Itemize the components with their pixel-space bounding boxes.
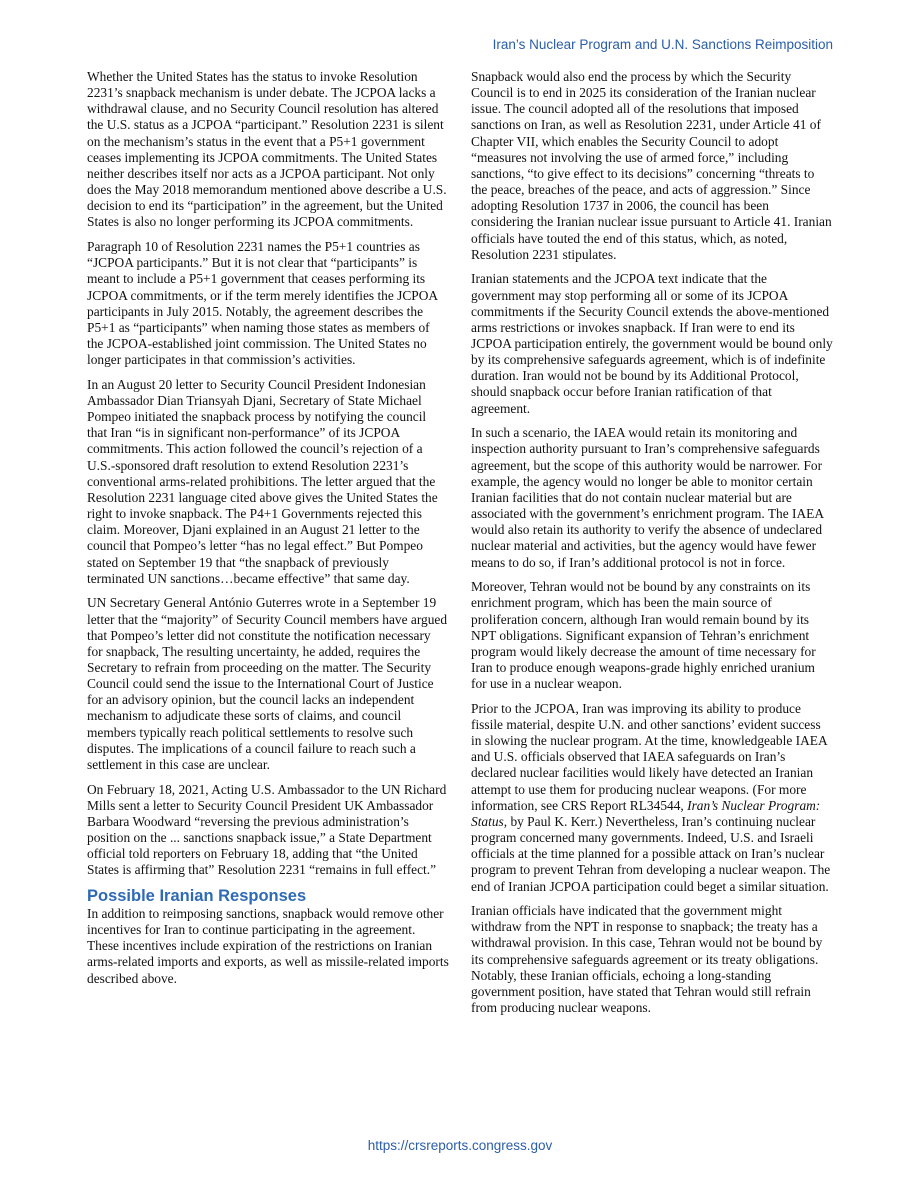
paragraph-snapback-status: Whether the United States has the status to invoke Resolution 2231’s snapback mechanism is under debate. The JCPOA lacks a withdrawal clause, and no Security Council resolution has altered the U.S. status as a JCPOA “participant.” Resolution 2231 is silent on the mechanism’s status in the event that a P5+1 government ceases implementing its JCPOA commitments. The United States neither describes itself nor acts as a JCPOA participant. Not only does the May 2018 memorandum mentioned above describe a U.S. decision to end its “participation” in the agreement, but the United States is also no longer performing its JCPOA commitments. xyxy=(87,69,447,230)
footer-url[interactable]: https://crsreports.congress.gov xyxy=(367,1138,553,1153)
paragraph-iranian-statements: Iranian statements and the JCPOA text indicate that the government may stop performing all or some of its JCPOA commitments if the Security Council extends the above-mentioned arms restrictions or invokes snapback. If Iran were to end its JCPOA participation entirely, the government would be bound only by its comprehensive safeguards agreement, which is of indefinite duration. Iran would not be bound by its Additional Protocol, should snapback occur before Iranian ratification of that agreement. xyxy=(471,271,833,416)
paragraph-text-end: , by Paul K. Kerr.) Nevertheless, Iran’s continuing nuclear program concerned many governments. Indeed, U.S. and Israeli officials at the time planned for a possible attack on Iran’s nuclear program to prevent Tehran from developing a nuclear weapon. The end of Iranian JCPOA participation could beget a similar situation. xyxy=(471,813,831,894)
paragraph-incentives: In addition to reimposing sanctions, snapback would remove other incentives for Iran to continue participating in the agreement. These incentives include expiration of the restrictions on Iranian arms-related imports and exports, as well as missile-related imports described above. xyxy=(87,906,449,986)
paragraph-mills-letter: On February 18, 2021, Acting U.S. Ambassador to the UN Richard Mills sent a letter to Security Council President UK Ambassador Barbara Woodward “reversing the previous administration’s position on the ... sanctions snapback issue,” a State Department official told reporters on February 18, adding that “the United States is affirming that” Resolution 2231 “remains in full effect.” xyxy=(87,781,447,878)
paragraph-npt-withdrawal: Iranian officials have indicated that the government might withdraw from the NPT in response to snapback; the treaty has a withdrawal provision. In this case, Tehran would not be bound by its comprehensive safeguards agreement or its treaty obligations. Notably, these Iranian officials, echoing a long-standing government position, have stated that Tehran would still refrain from producing nuclear weapons. xyxy=(471,903,823,1016)
right-column xyxy=(471,69,833,1025)
report-title: Iran’s Nuclear Program: Status xyxy=(471,797,821,829)
paragraph-guterres-letter: UN Secretary General António Guterres wrote in a September 19 letter that the “majority” of Security Council members have argued that Pompeo’s letter did not constitute the notification necessary for snapback, The resulting uncertainty, he added, requires the Secretary to refrain from proceeding on the matter. The Security Council could send the issue to the International Court of Justice for an advisory opinion, but the council lacks an independent mechanism to adjudicate these sorts of claims, and council members typically reach political settlements to resolve such disputes. The implications of a council failure to reach such a settlement in this case are unclear. xyxy=(87,595,448,772)
paragraph-iaea-authority: In such a scenario, the IAEA would retain its monitoring and inspection authority pursuant to Iran’s comprehensive safeguards agreement, but the scope of this authority would be narrower. For example, the agency would no longer be able to monitor certain Iranian facilities that do not contain nuclear material but are associated with the government’s enrichment program. The IAEA would also retain its authority to verify the absence of undeclared nuclear material and activities, but the agency would have fewer means to do so, if Iran’s additional protocol is not in force. xyxy=(471,425,824,570)
paragraph-text-start: Prior to the JCPOA, Iran was improving its ability to produce fissile material, despite U.N. and other sanctions’ evident success in slowing the nuclear program. At the time, knowledgeable IAEA and U.S. officials observed that IAEA safeguards on Iran’s declared nuclear facilities would likely have detected an Iranian attempt to use them for producing nuclear weapons. (For more information, see CRS Report RL34544, xyxy=(471,700,827,813)
paragraph-resolution-2231-participants: Paragraph 10 of Resolution 2231 names the P5+1 countries as “JCPOA participants.” But it is not clear that “participants” is meant to include a P5+1 government that ceases performing its JCPOA commitments, or if the term merely identifies the JCPOA participants in July 2015. Notably, the agreement describes the P5+1 as “participants” when naming those states as members of the JCPOA-established joint commission. The United States no longer participates in that commission’s activities. xyxy=(87,239,438,368)
paragraph-enrichment-constraints: Moreover, Tehran would not be bound by any constraints on its enrichment program, which has been the main source of proliferation concern, although Iran would remain bound by its NPT obligations. Significant expansion of Tehran’s enrichment program would likely decrease the amount of time necessary for Iran to produce enough weapons-grade highly enriched uranium for use in a nuclear weapon. xyxy=(471,579,816,692)
paragraph-prior-to-jcpoa xyxy=(471,701,833,895)
paragraph-pompeo-letter: In an August 20 letter to Security Council President Indonesian Ambassador Dian Triansyah Djani, Secretary of State Michael Pompeo initiated the snapback process by notifying the council that Iran “is in significant non-performance” of its JCPOA commitments. This action followed the council’s rejection of a U.S.-sponsored draft resolution to extend Resolution 2231’s conventional arms-related prohibitions. The letter argued that the Resolution 2231 language cited above gives the United States the right to invoke snapback. The P4+1 Governments rejected this claim. Moreover, Djani explained in an August 21 letter to the council that Pompeo’s letter “has no legal effect.” But Pompeo stated on September 19 that “the snapback of previously terminated UN sanctions…became effective” that same day. xyxy=(87,376,438,586)
paragraph-security-council-process: Snapback would also end the process by which the Security Council is to end in 2025 its consideration of the Iranian nuclear issue. The council adopted all of the resolutions that imposed sanctions on Iran, as well as Resolution 2231, under Article 41 of Chapter VII, which enables the Security Council to adopt “measures not involving the use of armed force,” including sanctions, “to give effect to its decisions” concerning “threats to the peace, breaches of the peace, and acts of aggression.” Since adopting Resolution 1737 in 2006, the council has been considering the Iranian nuclear issue pursuant to Article 41. Iranian officials have touted the end of this status, which, as noted, Resolution 2231 stipulates. xyxy=(471,69,832,262)
left-column xyxy=(87,69,449,995)
section-heading: Possible Iranian Responses xyxy=(87,887,307,905)
running-header: Iran’s Nuclear Program and U.N. Sanctions Reimposition xyxy=(492,37,833,52)
